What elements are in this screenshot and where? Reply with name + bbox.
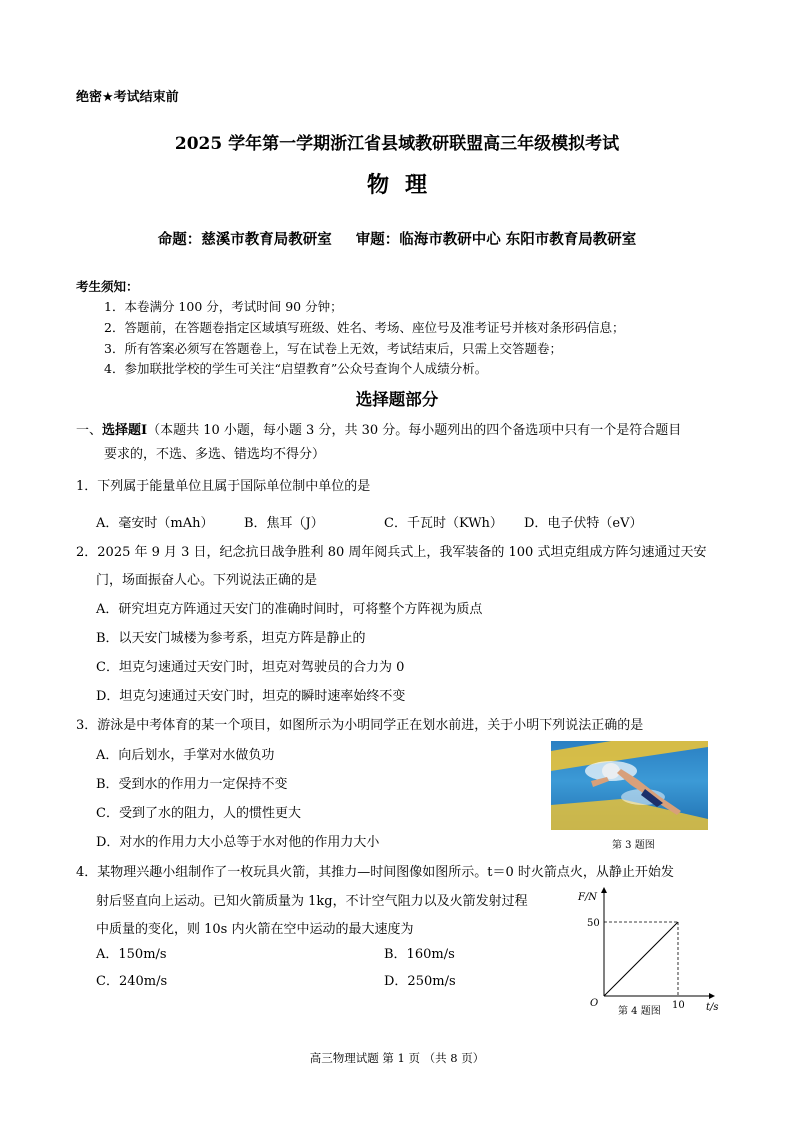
part1-instructions [76, 419, 681, 438]
x-tick-label: 10 [672, 1000, 685, 1011]
part1-prefix: 一、 [76, 423, 103, 438]
q3-option-d: D．对水的作用力大小总等于水对他的作用力大小 [96, 835, 380, 850]
notice-item: 3．所有答案必须写在答题卷上，写在试卷上无效，考试结束后，只需上交答题卷； [104, 341, 562, 356]
force-series-line [604, 922, 678, 996]
question-4-stem-cont2: 中质量的变化，则 10s 内火箭在空中运动的最大速度为 [96, 922, 414, 937]
question-2-stem: 2．2025 年 9 月 3 日，纪念抗日战争胜利 80 周年阅兵式上，我军装备的 100 式坦克组成方阵匀速通过天安 [76, 545, 707, 560]
y-tick-label: 50 [587, 918, 600, 929]
q4-option-c: C．240m/s [96, 974, 168, 989]
x-axis-label: t/s [706, 1002, 719, 1013]
question-1-stem: 1．下列属于能量单位且属于国际单位制中单位的是 [76, 479, 371, 494]
question-3-stem: 3．游泳是中考体育的某一个项目，如图所示为小明同学正在划水前进，关于小明下列说法正确的是 [76, 718, 644, 733]
exam-title: 2025 学年第一学期浙江省县域教研联盟高三年级模拟考试 [174, 134, 620, 154]
q4-option-b: B．160m/s [384, 947, 455, 962]
part1-instructions-cont: 要求的，不选、多选、错选均不得分） [104, 447, 326, 462]
origin-label: O [590, 998, 599, 1009]
notice-heading: 考生须知： [76, 279, 139, 294]
reviewers: 审题：临海市教研中心 东阳市教育局教研室 [355, 232, 637, 248]
question-4-stem-cont: 射后竖直向上运动。已知火箭质量为 1kg，不计空气阻力以及火箭发射过程 [96, 894, 528, 909]
q4-option-a: A．150m/s [96, 947, 167, 962]
notice-item: 4．参加联批学校的学生可关注“启望教育”公众号查询个人成绩分析。 [104, 361, 488, 376]
q2-option-a: A．研究坦克方阵通过天安门的准确时间时，可将整个方阵视为质点 [96, 602, 483, 617]
q3-option-c: C．受到了水的阻力，人的惯性更大 [96, 806, 301, 821]
proposer: 命题：慈溪市教育局教研室 [157, 232, 332, 248]
q4-option-d: D．250m/s [384, 974, 456, 989]
y-axis-label: F/N [578, 892, 598, 903]
confidential-label: 绝密★考试结束前 [76, 90, 179, 105]
part1-label: 选择题Ⅰ [102, 423, 148, 438]
authors-line [0, 228, 794, 249]
figure-4-caption: 第 4 题图 [618, 1006, 661, 1017]
q1-option-a: A．毫安时（mAh） [96, 516, 214, 531]
q1-option-c: C．千瓦时（KWh） [384, 516, 503, 531]
subject-title: 物理 [366, 172, 443, 198]
q2-option-b: B．以天安门城楼为参考系，坦克方阵是静止的 [96, 631, 366, 646]
q3-option-b: B．受到水的作用力一定保持不变 [96, 777, 288, 792]
question-2-stem-cont: 门，场面振奋人心。下列说法正确的是 [96, 573, 318, 588]
figure-3-caption: 第 3 题图 [612, 840, 655, 851]
question-4-stem: 4．某物理兴趣小组制作了一枚玩具火箭，其推力—时间图像如图所示。t＝0 时火箭点火，从静止开始发 [76, 865, 674, 880]
q2-option-c: C．坦克匀速通过天安门时，坦克对驾驶员的合力为 0 [96, 660, 405, 675]
q1-option-b: B．焦耳（J） [244, 516, 324, 531]
part1-text: （本题共 10 小题，每小题 3 分，共 30 分。每小题列出的四个备选项中只有一个是符合题目 [147, 423, 682, 438]
section-title: 选择题部分 [355, 390, 439, 409]
swimmer-illustration [551, 741, 708, 830]
q2-option-d: D．坦克匀速通过天安门时，坦克的瞬时速率始终不变 [96, 689, 406, 704]
q1-option-d: D．电子伏特（eV） [524, 516, 643, 531]
notice-item: 1．本卷满分 100 分，考试时间 90 分钟； [104, 299, 343, 314]
q3-option-a: A．向后划水，手掌对水做负功 [96, 748, 275, 763]
swimmer-photo [551, 741, 708, 830]
page-footer: 高三物理试题 第 1 页 （共 8 页） [309, 1051, 485, 1065]
force-time-graph [574, 882, 724, 1022]
notice-item: 2．答题前，在答题卷指定区域填写班级、姓名、考场、座位号及准考证号并核对条形码信息； [104, 320, 625, 335]
